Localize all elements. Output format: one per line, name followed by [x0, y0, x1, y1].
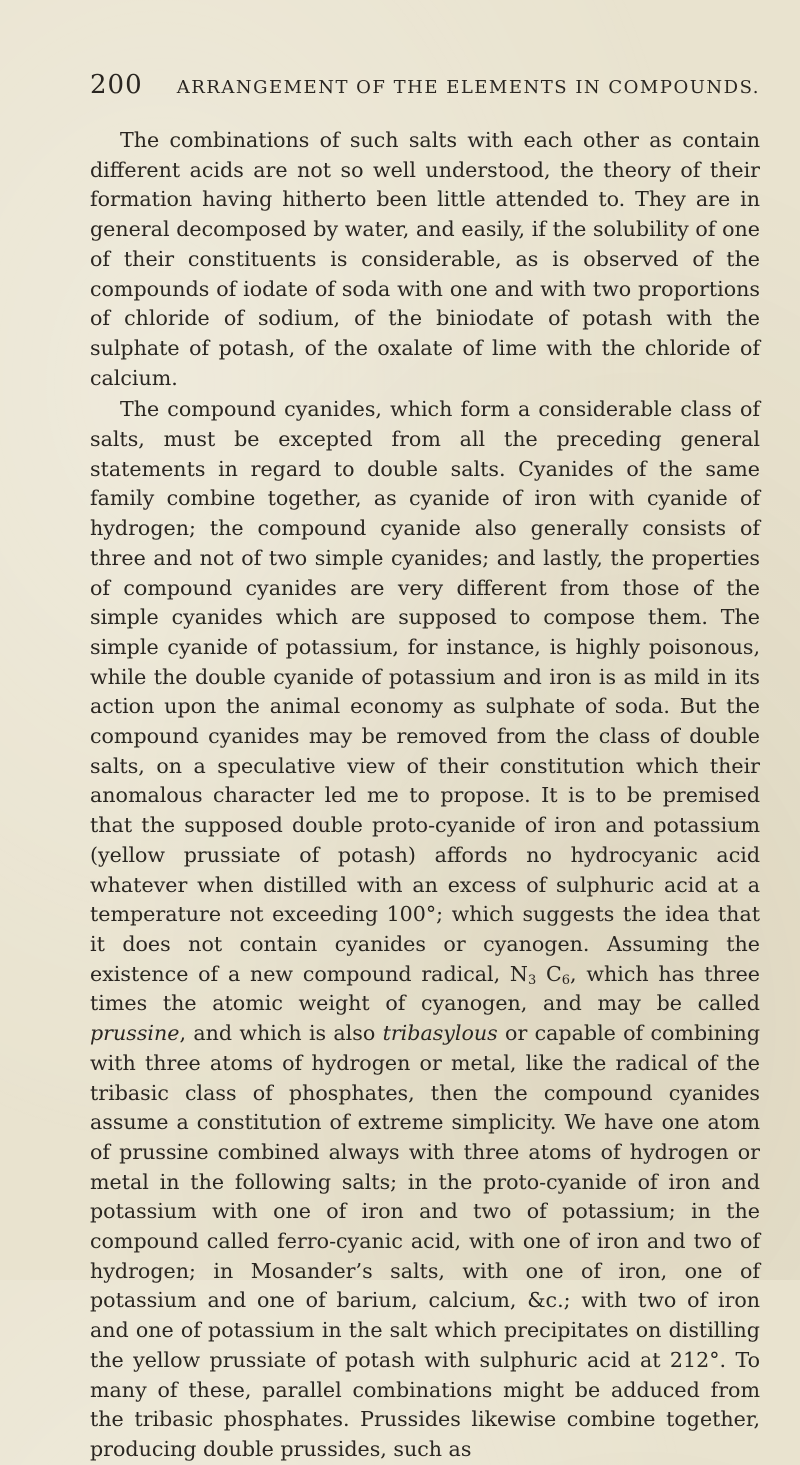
body-text — [90, 126, 760, 1465]
running-title: ARRANGEMENT OF THE ELEMENTS IN COMPOUNDS. — [176, 77, 760, 98]
paragraph-compound-cyanides — [90, 395, 760, 1464]
italic-term-tribasylous: tribasylous — [382, 1021, 498, 1046]
paragraph-double-salts: The combinations of such salts with each other as contain different acids are not so well understood, the theory of their formation having hitherto been little attended to. They are in general decomposed by water, and easily, if the solubility of one of their constituents is considerable, as is observed of the compounds of iodate of soda with one and with two proportions of chloride of sodium, of the biniodate of potash with the sulphate of potash, of the oxalate of lime with the chloride of calcium. — [90, 128, 760, 390]
text-run: or capable of combining with three atoms of hydrogen or metal, like the radical of the tribasic class of phosphates, then the compound cyanides assume a constitution of extreme simplicity. We have one atom of prussine combined always with three atoms of hydrogen or metal in the following salts; in the proto-cyanide of iron and potassium with one of iron and two of potassium; in the compound called ferro-cyanic acid, with one of iron and two of hydrogen; in Mosander’s salts, with one of iron, one of potassium and one of barium, calcium, &c.; with two of iron and one of potassium in the salt which precipitates on distilling the yellow prussiate of potash with sulphuric acid at 212°. To many of these, parallel combinations might be adduced from the tribasic phosphates. Prussides likewise combine together, producing double prussides, such as — [90, 1021, 761, 1461]
subscript: 3 — [527, 972, 537, 988]
text-run: The compound cyanides, which form a considerable class of salts, must be excepted from all the preceding general statements in regard to double salts. Cyanides of the same family combine together, as cyanide of iron with cyanide of hydrogen; the compound cyanide also generally consists of three and not of two simple cyanides; and lastly, the properties of compound cyanides are very different from those of the simple cyanides which are supposed to compose them. The simple cyanide of potassium, for instance, is highly poisonous, while the double cyanide of potassium and iron is as mild in its action upon the animal economy as sulphate of soda. But the compound cyanides may be removed from the class of double salts, on a speculative view of their constitution which their anomalous character led me to propose. It is to be premised that the supposed double proto-cyanide of iron and potassium (yellow prussiate of potash) affords no hydrocyanic acid whatever when distilled with an excess of sulphuric acid at a temperature not exceeding 100°; which suggests the idea that it does not contain cyanides or cyanogen. Assuming the existence of a new compound radical, N — [90, 397, 760, 986]
italic-term-prussine: prussine — [90, 1021, 180, 1046]
text-run: , which has three times the atomic weight of cyanogen, and may be called — [90, 961, 760, 1016]
running-head — [90, 70, 760, 100]
text-run: C — [536, 961, 562, 986]
page-number: 200 — [90, 70, 143, 100]
text-run: , and which is also — [179, 1021, 383, 1046]
subscript: 6 — [561, 972, 571, 988]
